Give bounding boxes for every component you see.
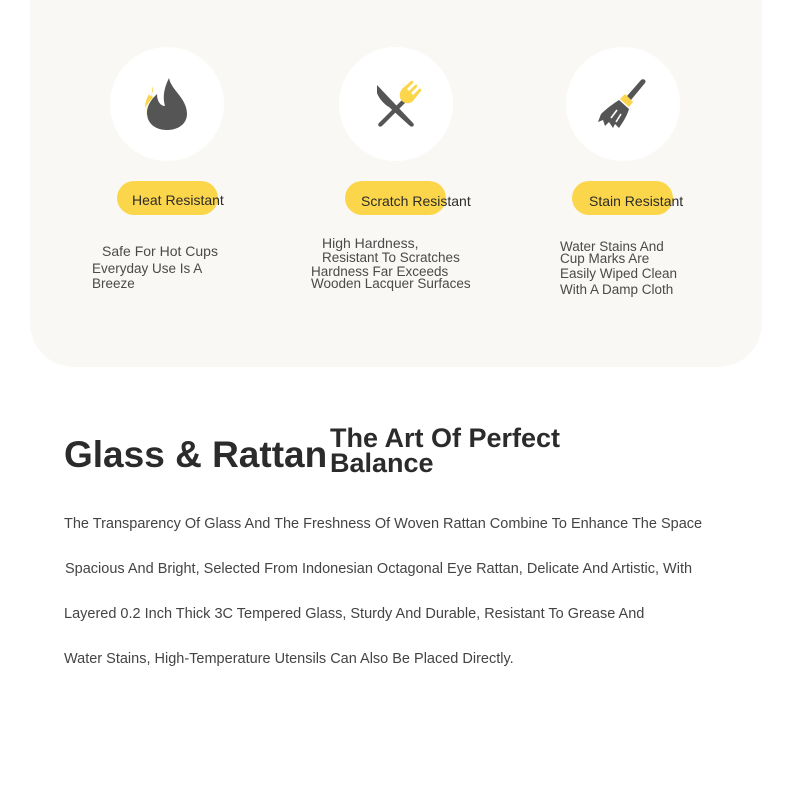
broom-icon (595, 76, 651, 132)
feature-desc-line: Resistant To Scratches (322, 250, 460, 265)
feature-label: Scratch Resistant (361, 193, 471, 209)
fork-knife-icon (369, 77, 423, 131)
feature-label: Heat Resistant (132, 192, 224, 208)
body-text-line: The Transparency Of Glass And The Freshness Of Woven Rattan Combine To Enhance The Space (64, 516, 703, 532)
icon-circle (339, 47, 453, 161)
body-text-line: Layered 0.2 Inch Thick 3C Tempered Glass, Sturdy And Durable, Resistant To Grease And (64, 606, 645, 622)
feature-desc-line: With A Damp Cloth (560, 282, 674, 297)
feature-desc-line: Hardness Far Exceeds (311, 264, 449, 279)
body-text-line: Water Stains, High-Temperature Utensils Can Also Be Placed Directly. (64, 651, 514, 667)
icon-circle (110, 47, 224, 161)
feature-desc-line: High Hardness, (322, 235, 419, 251)
feature-desc-line: Cup Marks Are (560, 251, 650, 266)
feature-desc-line: Wooden Lacquer Surfaces (311, 276, 471, 291)
subtitle-line: Balance (330, 448, 434, 478)
feature-label: Stain Resistant (589, 193, 684, 209)
feature-desc-line: Breeze (92, 276, 135, 291)
subtitle-line: The Art Of Perfect (330, 423, 561, 453)
feature-desc-line: Easily Wiped Clean (560, 266, 678, 281)
body-text-line: Spacious And Bright, Selected From Indonesian Octagonal Eye Rattan, Delicate And Artistic, With (65, 561, 693, 577)
feature-desc-line: Safe For Hot Cups (102, 243, 218, 259)
icon-circle (566, 47, 680, 161)
section-title: Glass & Rattan (64, 434, 328, 475)
section-subtitle (330, 423, 561, 478)
feature-desc-line: Water Stains And (560, 239, 664, 254)
flame-icon (141, 76, 193, 132)
feature-desc-line: Everyday Use Is A (92, 261, 203, 276)
